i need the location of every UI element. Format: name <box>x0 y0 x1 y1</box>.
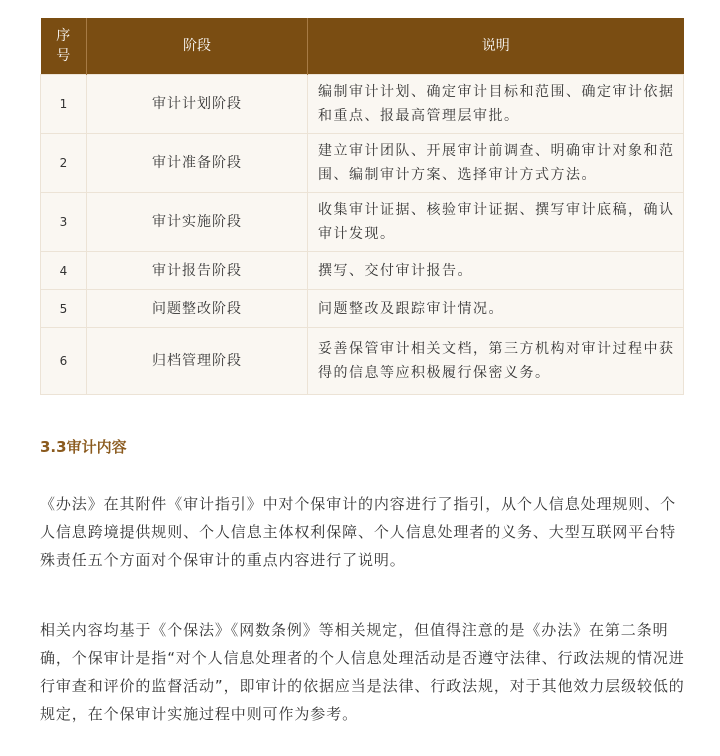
table-row <box>41 75 684 134</box>
audit-stages-table-container <box>40 18 683 395</box>
row-desc: 问题整改及跟踪审计情况。 <box>308 290 684 328</box>
row-num: 5 <box>41 290 87 328</box>
row-desc: 建立审计团队、开展审计前调查、明确审计对象和范围、编制审计方案、选择审计方式方法。 <box>308 134 684 193</box>
table-header <box>41 18 684 75</box>
section-title: 3.3审计内容 <box>40 438 127 456</box>
row-num: 1 <box>41 75 87 134</box>
header-desc: 说明 <box>308 18 684 75</box>
row-stage: 归档管理阶段 <box>87 328 308 395</box>
table-row <box>41 134 684 193</box>
row-desc: 撰写、交付审计报告。 <box>308 252 684 290</box>
audit-stages-table <box>40 18 684 395</box>
header-stage: 阶段 <box>87 18 308 75</box>
row-stage: 审计实施阶段 <box>87 193 308 252</box>
row-stage: 审计计划阶段 <box>87 75 308 134</box>
row-num: 4 <box>41 252 87 290</box>
header-num-label: 序号 <box>56 28 71 64</box>
row-stage: 问题整改阶段 <box>87 290 308 328</box>
row-num: 6 <box>41 328 87 395</box>
row-desc: 收集审计证据、核验审计证据、撰写审计底稿，确认审计发现。 <box>308 193 684 252</box>
paragraph-audit-guidance: 《办法》在其附件《审计指引》中对个保审计的内容进行了指引，从个人信息处理规则、个人信息跨境提供规则、个人信息主体权利保障、个人信息处理者的义务、大型互联网平台特殊责任五个方面对个保审计的重点内容进行了说明。 <box>40 495 677 569</box>
row-desc: 妥善保管审计相关文档，第三方机构对审计过程中获得的信息等应积极履行保密义务。 <box>308 328 684 395</box>
table-header-row <box>41 18 684 75</box>
table-row <box>41 252 684 290</box>
paragraph-audit-basis: 相关内容均基于《个保法》《网数条例》等相关规定，但值得注意的是《办法》在第二条明确，个保审计是指“对个人信息处理者的个人信息处理活动是否遵守法律、行政法规的情况进行审查和评价的监督活动”，即审计的依据应当是法律、行政法规，对于其他效力层级较低的规定，在个保审计实施过程中则可作为参考。 <box>40 621 685 723</box>
table-body <box>41 75 684 395</box>
header-num <box>41 18 87 75</box>
row-num: 2 <box>41 134 87 193</box>
row-num: 3 <box>41 193 87 252</box>
table-row <box>41 328 684 395</box>
row-stage: 审计准备阶段 <box>87 134 308 193</box>
table-row <box>41 193 684 252</box>
row-stage: 审计报告阶段 <box>87 252 308 290</box>
table-row <box>41 290 684 328</box>
row-desc: 编制审计计划、确定审计目标和范围、确定审计依据和重点、报最高管理层审批。 <box>308 75 684 134</box>
